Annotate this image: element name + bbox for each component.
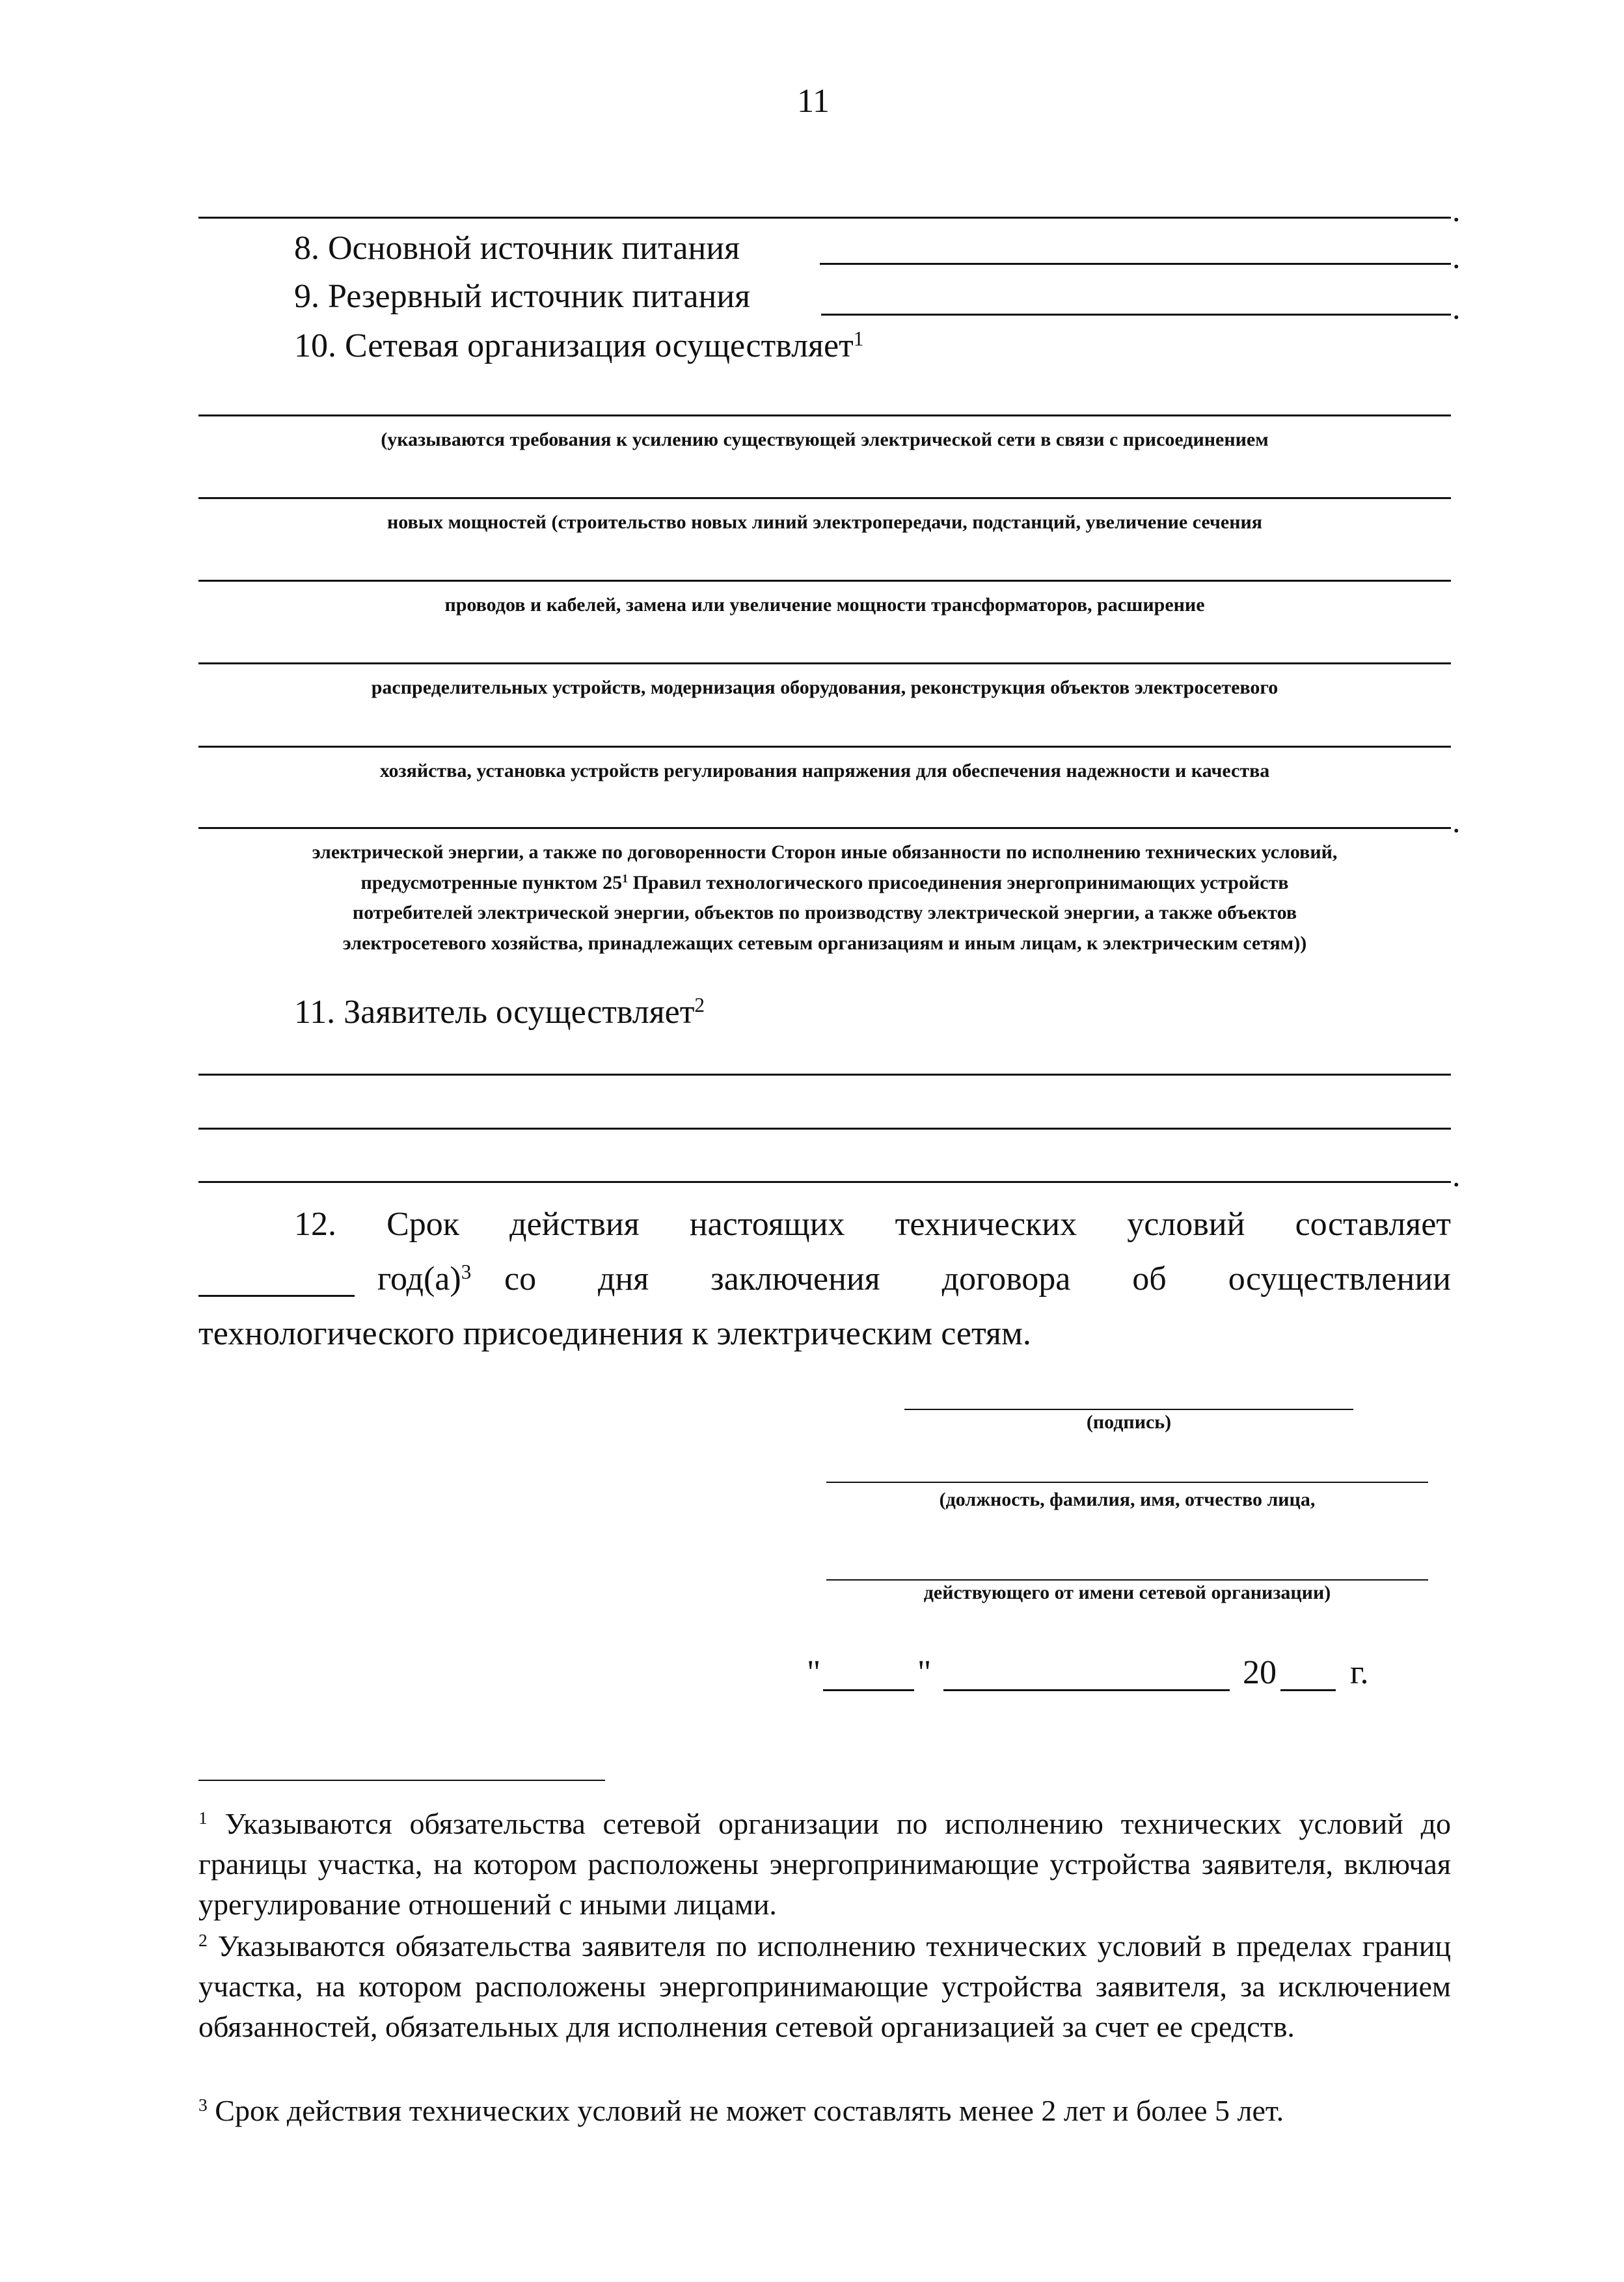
item-10-blank[interactable] (198, 414, 1451, 416)
line-end-dot: . (1452, 1157, 1461, 1193)
item-8-blank[interactable] (820, 263, 1451, 265)
item-11-label (294, 993, 705, 1031)
date-month-blank[interactable] (943, 1689, 1230, 1691)
footnote (198, 1926, 1451, 2047)
item-10-text: 10. Сетевая организация осуществляет (294, 327, 854, 364)
item-11-text: 11. Заявитель осуществляет (294, 994, 695, 1031)
page-number: 11 (796, 83, 830, 120)
footnote-text: Указываются обязательства сетевой организации по исполнению технических условий до границы участка, на котором расположены энергопринимающие устройства заявителя, включая урегулирование отношений с иными лицами. (198, 1807, 1452, 1921)
date-quote-open: " (807, 1654, 821, 1691)
footnote (198, 2091, 1451, 2131)
footnote-number: 3 (198, 2094, 208, 2115)
signature-label: (подпись) (1086, 1411, 1172, 1433)
line-end-dot: . (1452, 239, 1461, 275)
item-10-blank[interactable] (198, 497, 1451, 499)
acting-label: действующего от имени сетевой организации) (923, 1582, 1331, 1603)
item-10-hint: (указываются требования к усилению существующей электрической сети в связи с присоединением (381, 429, 1269, 450)
item-10-final-line: электросетевого хозяйства, принадлежащих сетевым организациям и иным лицам, к электрическим сетям)) (342, 932, 1307, 954)
footnote (198, 1804, 1451, 1925)
item-10-hint: проводов и кабелей, замена или увеличение мощности трансформаторов, расширение (444, 594, 1205, 616)
item-11-blank[interactable] (198, 1181, 1451, 1183)
item-10-final-line: электрической энергии, а также по договоренности Сторон иные обязанности по исполнению технических условий, (312, 841, 1338, 863)
footnote-number: 2 (198, 1929, 208, 1950)
item-10-final-line: предусмотренные пунктом $25^1$ Правил технологического присоединения энергопринимающих устройств (360, 871, 1289, 893)
item-10-blank[interactable] (198, 827, 1451, 829)
item-10-blank[interactable] (198, 580, 1451, 582)
item-10-hint: хозяйства, установка устройств регулирования напряжения для обеспечения надежности и качества (379, 760, 1270, 781)
item-9-label: 9. Резервный источник питания (294, 278, 751, 315)
item-10-hint: распределительных устройств, модернизация оборудования, реконструкция объектов электросетевого (371, 677, 1279, 698)
item-12-line-1: 12. Срок действия настоящих технических условий составляет (294, 1206, 1451, 1243)
line-end-dot: . (1452, 290, 1461, 326)
date-suffix: г. (1350, 1654, 1369, 1691)
item-8-label: 8. Основной источник питания (294, 230, 740, 267)
line-end-dot: . (1452, 192, 1461, 228)
date-day-blank[interactable] (823, 1689, 914, 1691)
footnote-ref-2: 2 (694, 993, 705, 1016)
footnote-separator (198, 1780, 605, 1781)
date-year-blank[interactable] (1280, 1689, 1336, 1691)
position-label: (должность, фамилия, имя, отчество лица, (939, 1489, 1316, 1510)
footnote-ref-1: 1 (853, 327, 864, 350)
item-11-blank[interactable] (198, 1128, 1451, 1130)
position-line[interactable] (826, 1482, 1428, 1483)
footnote-text: Указываются обязательства заявителя по исполнению технических условий в пределах границ участка, на котором расположены энергопринимающие устройства заявителя, за исключением обязанностей, обязательных для исполнения сетевой организацией за счет ее средств. (198, 1929, 1452, 2043)
footnote-number: 1 (198, 1807, 208, 1828)
item-12-line-2: со дня заключения договора об осуществлении (504, 1260, 1451, 1297)
footnote-text: Срок действия технических условий не может составлять менее 2 лет и более 5 лет. (215, 2094, 1284, 2127)
blank-line (198, 217, 1451, 219)
item-10-blank[interactable] (198, 662, 1451, 664)
item-11-blank[interactable] (198, 1074, 1451, 1076)
item-12-line-3: технологического присоединения к электрическим сетям. (198, 1315, 1031, 1352)
footnote-ref-3: 3 (461, 1260, 472, 1283)
item-10-final-hint (198, 837, 1451, 958)
item-10-label (294, 329, 863, 363)
item-12-years-blank[interactable] (198, 1295, 355, 1297)
item-9-blank[interactable] (821, 314, 1451, 316)
item-10-final-line: потребителей электрической энергии, объектов по производству электрической энергии, а также объектов (352, 902, 1297, 923)
item-10-hint: новых мощностей (строительство новых линий электропередачи, подстанций, увеличение сечения (387, 511, 1262, 533)
date-quote-close: " (917, 1654, 932, 1691)
item-12-unit: $год(а)^3$ (377, 1260, 472, 1297)
date-year-prefix: 20 (1243, 1654, 1277, 1691)
item-10-blank[interactable] (198, 746, 1451, 748)
line-end-dot: . (1452, 803, 1461, 839)
